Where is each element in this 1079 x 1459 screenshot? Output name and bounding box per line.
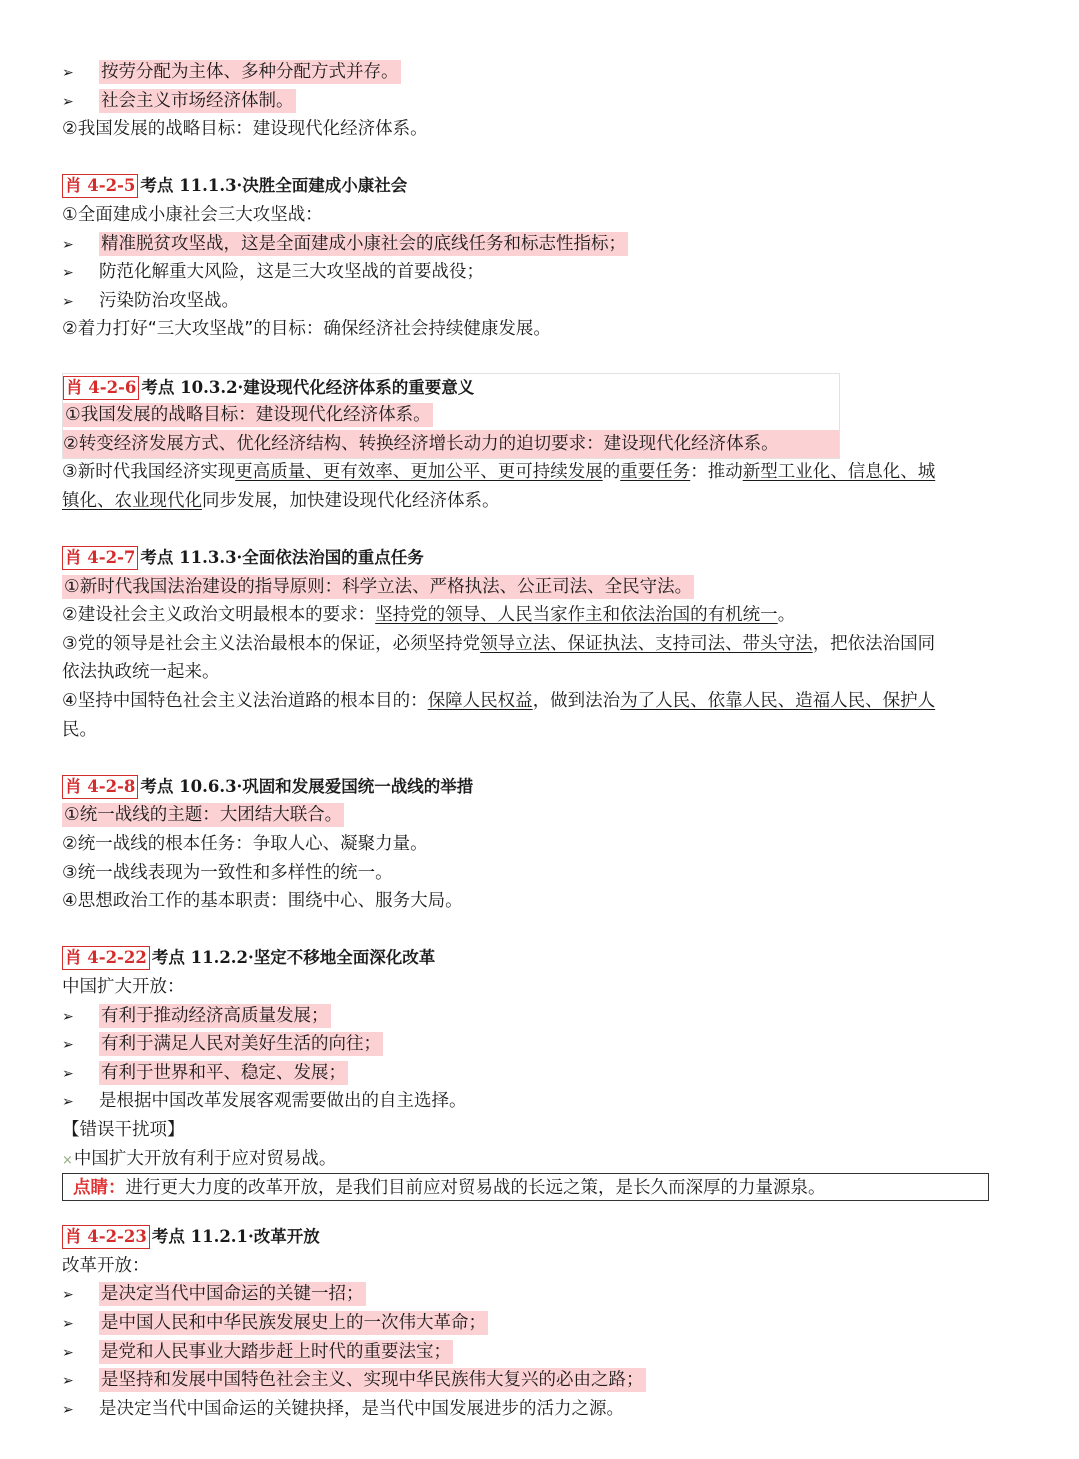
paragraph: 民。 — [62, 719, 97, 740]
arrow-bullet-icon: ➢ — [62, 1373, 74, 1390]
list-item — [62, 87, 1022, 116]
callout-box — [62, 1173, 989, 1201]
list-item — [62, 230, 1022, 259]
highlighted-text: 有利于推动经济高质量发展； — [101, 1005, 329, 1026]
text-run: ：推动 — [690, 462, 743, 483]
highlighted-text: 有利于世界和平、稳定、发展； — [101, 1062, 346, 1083]
arrow-bullet-icon: ➢ — [62, 1037, 74, 1054]
section-heading — [62, 172, 1022, 201]
paragraph: ②着力打好“三大攻坚战”的目标：确保经济社会持续健康发展。 — [62, 319, 551, 340]
arrow-bullet-icon: ➢ — [62, 293, 74, 310]
highlighted-text: 是中国人民和中华民族发展史上的一次伟大革命； — [101, 1312, 486, 1333]
callout-text: 进行更大力度的改革开放，是我们目前应对贸易战的长远之策，是长久而深厚的力量源泉。 — [125, 1178, 826, 1199]
highlighted-text: ②转变经济发展方式、优化经济结构、转换经济增长动力的迫切要求：建设现代化经济体系。 — [63, 433, 779, 454]
paragraph: ②我国发展的战略目标：建设现代化经济体系。 — [62, 119, 428, 140]
paragraph: ④思想政治工作的基本职责：围绕中心、服务大局。 — [62, 891, 463, 912]
arrow-bullet-icon: ➢ — [62, 1344, 74, 1361]
document-page — [62, 58, 1022, 1423]
paragraph — [62, 401, 1022, 430]
paragraph — [62, 430, 1022, 459]
section-tag: 肖 4-2-6 — [63, 376, 139, 400]
section-title: 考点 11.2.2·坚定不移地全面深化改革 — [151, 948, 436, 968]
error-item — [62, 1145, 1022, 1174]
section-title: 考点 10.3.2·建设现代化经济体系的重要意义 — [141, 377, 475, 397]
arrow-bullet-icon: ➢ — [62, 1065, 74, 1082]
section-title: 考点 11.1.3·决胜全面建成小康社会 — [140, 176, 408, 196]
arrow-bullet-icon: ➢ — [62, 65, 74, 81]
paragraph — [62, 687, 1022, 716]
section-tag: 肖 4-2-8 — [62, 775, 138, 799]
arrow-bullet-icon: ➢ — [62, 1094, 74, 1111]
paragraph: ②统一战线的根本任务：争取人心、凝聚力量。 — [62, 834, 428, 855]
text-run: ③新时代我国经济实现 — [62, 462, 236, 483]
underlined-text: 坚持党的领导、人民当家作主和依法治国的有机统一 — [375, 605, 778, 626]
highlighted-text: 精准脱贫攻坚战，这是全面建成小康社会的底线任务和标志性指标； — [101, 233, 626, 254]
arrow-bullet-icon: ➢ — [62, 1401, 74, 1418]
cross-icon: × — [62, 1152, 73, 1168]
underlined-text: 更高质量、更有效率、更加公平、更可持续发展 — [235, 462, 603, 483]
list-item-text: 是根据中国改革发展客观需要做出的自主选择。 — [99, 1091, 467, 1112]
text-run: ②建设社会主义政治文明最根本的要求： — [62, 605, 376, 626]
arrow-bullet-icon: ➢ — [62, 1315, 74, 1332]
paragraph — [62, 630, 1022, 659]
paragraph: 依法执政统一起来。 — [62, 662, 220, 683]
paragraph: 改革开放： — [62, 1255, 150, 1276]
arrow-bullet-icon: ➢ — [62, 93, 74, 110]
underlined-text: 保障人民权益 — [427, 691, 533, 712]
section-tag: 肖 4-2-7 — [62, 546, 138, 570]
underlined-text: 镇化、农业现代化 — [62, 490, 202, 511]
list-item-text: 污染防治攻坚战。 — [99, 290, 239, 311]
highlighted-text: 是决定当代中国命运的关键一招； — [101, 1284, 364, 1305]
section-heading — [62, 773, 1022, 802]
text-run: ，把依法治国同 — [812, 633, 936, 654]
highlighted-text: 有利于满足人民对美好生活的向往； — [101, 1034, 381, 1055]
section-tag: 肖 4-2-22 — [62, 946, 150, 970]
section-tag: 肖 4-2-23 — [62, 1225, 150, 1249]
section-heading — [62, 373, 1022, 402]
list-item — [62, 1030, 1022, 1059]
section-title: 考点 11.2.1·改革开放 — [151, 1227, 320, 1247]
section-title: 考点 10.6.3·巩固和发展爱国统一战线的举措 — [140, 776, 474, 796]
paragraph — [62, 573, 1022, 602]
paragraph: ①全面建成小康社会三大攻坚战： — [62, 204, 323, 225]
section-heading — [62, 944, 1022, 973]
arrow-bullet-icon: ➢ — [62, 265, 74, 282]
list-item — [62, 1280, 1022, 1309]
underlined-text: 为了人民、依靠人民、造福人民、保护人 — [620, 691, 936, 712]
text-run: ③党的领导是社会主义法治最根本的保证，必须坚持党 — [62, 633, 481, 654]
list-item — [62, 1366, 1022, 1395]
highlighted-text: 社会主义市场经济体制。 — [101, 90, 294, 111]
paragraph — [62, 458, 1022, 487]
list-item-text: 防范化解重大风险，这是三大攻坚战的首要战役； — [99, 262, 484, 283]
paragraph: 中国扩大开放： — [62, 977, 185, 997]
text-run: 同步发展，加快建设现代化经济体系。 — [202, 490, 500, 511]
underlined-text: 领导立法、保证执法、支持司法、带头守法 — [480, 633, 813, 654]
text-run: 的 — [602, 462, 621, 483]
underlined-text: 新型工业化、信息化、城 — [742, 462, 936, 483]
list-item — [62, 1338, 1022, 1367]
list-item — [62, 287, 1022, 316]
highlighted-text: 是坚持和发展中国特色社会主义、实现中华民族伟大复兴的必由之路； — [101, 1370, 644, 1391]
highlighted-text: 是党和人民事业大踏步赶上时代的重要法宝； — [101, 1341, 451, 1362]
callout-label: 点睛： — [73, 1178, 126, 1199]
paragraph — [62, 487, 1022, 516]
arrow-bullet-icon: ➢ — [62, 236, 74, 253]
text-run: ④坚持中国特色社会主义法治道路的根本目的： — [62, 691, 428, 712]
arrow-bullet-icon: ➢ — [62, 1287, 74, 1304]
paragraph: ③统一战线表现为一致性和多样性的统一。 — [62, 862, 393, 883]
highlighted-text: 按劳分配为主体、多种分配方式并存。 — [101, 62, 399, 82]
paragraph — [62, 801, 1022, 830]
arrow-bullet-icon: ➢ — [62, 1008, 74, 1025]
list-item — [62, 1395, 1022, 1424]
highlighted-text: ①统一战线的主题：大团结大联合。 — [64, 805, 343, 826]
list-item — [62, 58, 1022, 87]
highlighted-text: ①我国发展的战略目标：建设现代化经济体系。 — [65, 405, 431, 426]
text-run: ，做到法治 — [532, 691, 621, 712]
list-item — [62, 258, 1022, 287]
section-heading — [62, 544, 1022, 573]
highlighted-text: ①新时代我国法治建设的指导原则：科学立法、严格执法、公正司法、全民守法。 — [64, 576, 693, 597]
list-item — [62, 1309, 1022, 1338]
underlined-text: 重要任务 — [620, 462, 691, 483]
error-item-text: 中国扩大开放有利于应对贸易战。 — [73, 1148, 337, 1169]
paragraph — [62, 601, 1022, 630]
error-section-title: 【错误干扰项】 — [62, 1119, 185, 1140]
list-item — [62, 1059, 1022, 1088]
list-item-text: 是决定当代中国命运的关键抉择，是当代中国发展进步的活力之源。 — [99, 1398, 624, 1419]
list-item — [62, 1087, 1022, 1116]
list-item — [62, 1002, 1022, 1031]
section-tag: 肖 4-2-5 — [62, 174, 138, 198]
section-heading — [62, 1223, 1022, 1252]
section-title: 考点 11.3.3·全面依法治国的重点任务 — [140, 548, 424, 568]
text-run: 。 — [777, 605, 796, 626]
